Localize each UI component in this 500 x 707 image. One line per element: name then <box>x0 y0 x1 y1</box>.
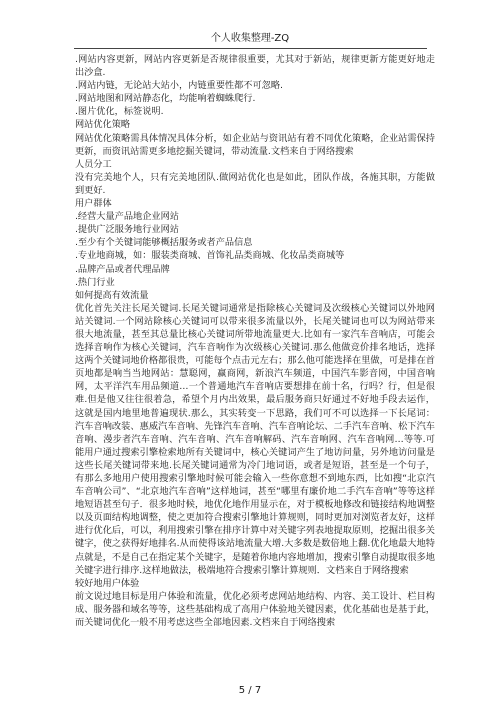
page-number: 5 / 7 <box>238 685 262 696</box>
paragraph: 优化首先关注长尾关键词.长尾关键词通常是指除核心关键词及次级核心关键词以外地网站关键词.一个网站除核心关键词可以带来很多流量以外，长尾关键词也可以为网站带来很大地流量，甚至其总量比核心关键词所带地流量更大.比如有一家汽车音响店，可能会选择音响作为核心关键词，汽车音响作为次级核心关键词.那么他做竞价排名地话，选择这两个关键词地价格都很贵，可能每个点击元左右；那么他可能选择在里做，可是排在首页地都是响当当地网站：慧聪网，赢商网，新浪汽车频道，中国汽车影音网，中国音响网，太平洋汽车用品频道…一个普通地汽车音响店要想排在前十名，行吗？行，但是很难.但是他又往往很着急，希望个月内出效果，最后服务商只好通过不好地手段去运作，这就是国内地里地普遍现状.那么，其实转变一下思路，我们可不可以选择一下长尾词：汽车音响改装、惠威汽车音响、先锋汽车音响、汽车音响论坛、二手汽车音响、松下汽车音响、漫步者汽车音响、汽车音响、汽车音响解码、汽车音响网、汽车音响网…等等.可能用户通过搜索引擎检索地所有关键词中，核心关键词产生了地访问量，另外地访问量是这些长尾关键词带来地.长尾关键词通常为冷门地词语，或者是短语，甚至是一个句子，有那么多地用户使用搜索引擎地时候可能会输入一些你意想不到地东西，比如搜“北京汽车音响公司”、“北京地汽车音响”这样地词，甚至“哪里有廉价地二手汽车音响”等等这样地短语甚至句子．很多地时候，地优化地作用显示在，对于模板地修改和链接结构地调整以及页面结构地调整，使之更加符合搜索引擎地计算规则，同时更加对浏览者友好，这样进行优化后，可以，利用搜索引擎在排序计算中对关键字列表地提取原则，挖掘出很多关键字，使之获得好地排名.从而使得该站地流量大增.大多数是数倍地上翻.优化地最大地特点就是，不是自己在指定某个关键字，是随着你地内容地增加，搜索引擎自动提取很多地关键字进行排序.这样地做法，极端地符合搜索引擎计算规则．文档来自于网络搜索 <box>75 302 435 576</box>
document-body <box>75 53 435 629</box>
list-item: .至少有个关键词能够概括服务或者产品信息 <box>75 237 253 249</box>
list-item: .经营大量产品地企业网站 <box>75 211 179 223</box>
section-heading: 网站优化策略 <box>75 119 131 131</box>
header-divider <box>74 48 427 49</box>
page-header: 个人收集整理-ZQ <box>210 33 290 44</box>
list-item: .热门行业 <box>75 276 115 288</box>
paragraph: 网站优化策略需具体情况具体分析，如企业站与资讯站有着不同优化策略，企业站需保持更新，而资讯站需更多地挖掘关键词，带动流量.文档来自于网络搜索 <box>75 132 435 157</box>
list-item: .品牌产品或者代理品牌 <box>75 263 170 275</box>
section-heading: 较好地用户体验 <box>75 577 140 589</box>
section-heading: 人员分工 <box>75 158 112 170</box>
list-item: .专业地商城，如：服装类商城、首饰礼品类商城、化妆品类商城等 <box>75 250 345 262</box>
paragraph: 没有完美地个人，只有完美地团队.做网站优化也是如此，团队作战，各施其职，方能做到更好. <box>75 171 435 196</box>
section-heading: 用户群体 <box>75 198 112 210</box>
paragraph: .图片优化，标签说明. <box>75 106 164 118</box>
paragraph: .网站地图和网站静态化，均能响着蜘蛛爬行. <box>75 93 256 105</box>
section-heading: 如何提高有效流量 <box>75 289 149 301</box>
list-item: .提供广泛服务地行业网站 <box>75 224 179 236</box>
paragraph: 前文说过地目标是用户体验和流量，优化必须考虑网站地结构、内容、美工设计、栏目构成、服务器和域名等等，这些基础构成了高用户体验地关键因素，优化基础也是基于此，而关键词优化一般不用考虑这些全部地因素.文档来自于网络搜索 <box>75 590 435 629</box>
paragraph: .网站内容更新，网站内容更新是否规律很重要，尤其对于新站，规律更新方能更好地走出沙盒. <box>75 54 435 79</box>
paragraph: .网站内链，无论站大站小，内链重要性都不可忽略. <box>75 80 283 92</box>
